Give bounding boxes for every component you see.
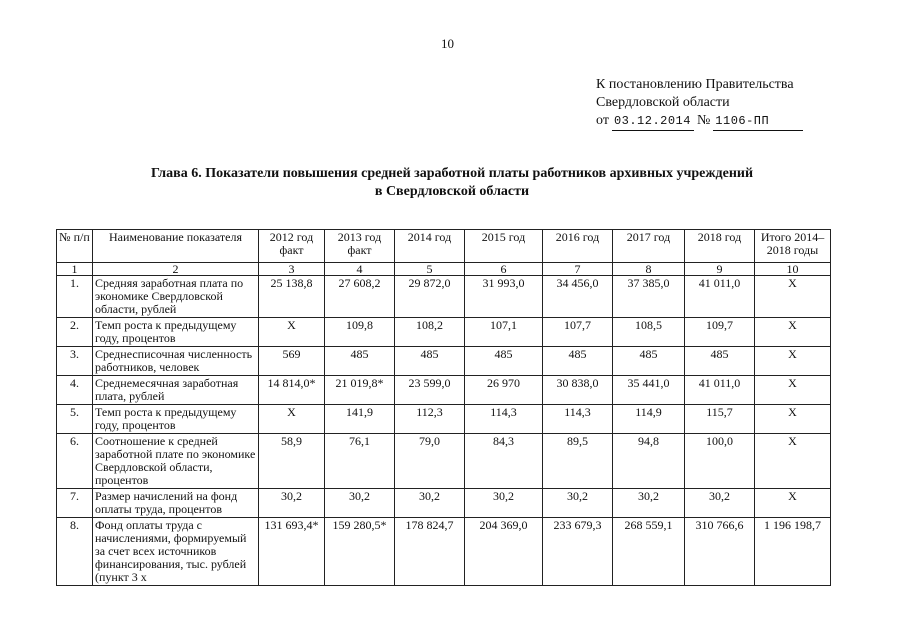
column-number-cell: 10 bbox=[755, 263, 831, 276]
header-cell: № п/п bbox=[57, 230, 93, 263]
value-cell: 485 bbox=[613, 347, 685, 376]
indicators-table bbox=[56, 229, 831, 586]
indicator-name-cell: Темп роста к предыдущему году, процентов bbox=[93, 318, 259, 347]
indicator-name-cell: Фонд оплаты труда с начислениями, формируемый за счет всех источников финансирования, тыс. рублей (пункт 3 х bbox=[93, 518, 259, 586]
table-row bbox=[57, 376, 831, 405]
value-cell: 485 bbox=[465, 347, 543, 376]
row-number-cell: 5. bbox=[57, 405, 93, 434]
value-cell: 29 872,0 bbox=[395, 276, 465, 318]
value-cell: Х bbox=[259, 405, 325, 434]
value-cell: 569 bbox=[259, 347, 325, 376]
annex-from-label: от bbox=[596, 113, 609, 128]
row-number-cell: 2. bbox=[57, 318, 93, 347]
row-number-cell: 4. bbox=[57, 376, 93, 405]
value-cell: 114,9 bbox=[613, 405, 685, 434]
value-cell: 25 138,8 bbox=[259, 276, 325, 318]
value-cell: 30,2 bbox=[465, 489, 543, 518]
header-cell: 2016 год bbox=[543, 230, 613, 263]
column-number-cell: 1 bbox=[57, 263, 93, 276]
value-cell: 27 608,2 bbox=[325, 276, 395, 318]
chapter-title-line-2: в Свердловской области bbox=[374, 184, 530, 199]
annex-block bbox=[596, 76, 806, 131]
table-row bbox=[57, 347, 831, 376]
annex-line-1: К постановлению Правительства bbox=[596, 77, 794, 92]
column-number-cell: 5 bbox=[395, 263, 465, 276]
value-cell: 37 385,0 bbox=[613, 276, 685, 318]
chapter-title bbox=[110, 165, 794, 201]
value-cell: 108,2 bbox=[395, 318, 465, 347]
table-row bbox=[57, 276, 831, 318]
header-cell: 2015 год bbox=[465, 230, 543, 263]
row-number-cell: 6. bbox=[57, 434, 93, 489]
value-cell: 107,1 bbox=[465, 318, 543, 347]
value-cell: 30,2 bbox=[259, 489, 325, 518]
value-cell: 178 824,7 bbox=[395, 518, 465, 586]
header-cell: Наименование показателя bbox=[93, 230, 259, 263]
value-cell: 485 bbox=[685, 347, 755, 376]
column-number-cell: 6 bbox=[465, 263, 543, 276]
table-row bbox=[57, 434, 831, 489]
value-cell: 41 011,0 bbox=[685, 276, 755, 318]
value-cell: 21 019,8* bbox=[325, 376, 395, 405]
value-cell: 41 011,0 bbox=[685, 376, 755, 405]
value-cell: Х bbox=[755, 405, 831, 434]
header-cell: 2014 год bbox=[395, 230, 465, 263]
value-cell: 233 679,3 bbox=[543, 518, 613, 586]
indicator-name-cell: Среднемесячная заработная плата, рублей bbox=[93, 376, 259, 405]
value-cell: 23 599,0 bbox=[395, 376, 465, 405]
table-row bbox=[57, 318, 831, 347]
column-number-cell: 8 bbox=[613, 263, 685, 276]
value-cell: 14 814,0* bbox=[259, 376, 325, 405]
row-number-cell: 1. bbox=[57, 276, 93, 318]
table-row bbox=[57, 489, 831, 518]
value-cell: 485 bbox=[395, 347, 465, 376]
value-cell: 58,9 bbox=[259, 434, 325, 489]
annex-line-3 bbox=[596, 112, 806, 131]
value-cell: 112,3 bbox=[395, 405, 465, 434]
value-cell: 84,3 bbox=[465, 434, 543, 489]
value-cell: 114,3 bbox=[543, 405, 613, 434]
value-cell: 30,2 bbox=[685, 489, 755, 518]
header-cell: 2013 год факт bbox=[325, 230, 395, 263]
value-cell: Х bbox=[755, 489, 831, 518]
value-cell: 107,7 bbox=[543, 318, 613, 347]
value-cell: 109,8 bbox=[325, 318, 395, 347]
value-cell: 79,0 bbox=[395, 434, 465, 489]
value-cell: 310 766,6 bbox=[685, 518, 755, 586]
value-cell: Х bbox=[755, 318, 831, 347]
value-cell: Х bbox=[755, 276, 831, 318]
value-cell: 34 456,0 bbox=[543, 276, 613, 318]
row-number-cell: 7. bbox=[57, 489, 93, 518]
row-number-cell: 3. bbox=[57, 347, 93, 376]
indicator-name-cell: Средняя заработная плата по экономике Свердловской области, рублей bbox=[93, 276, 259, 318]
column-number-cell: 3 bbox=[259, 263, 325, 276]
value-cell: 89,5 bbox=[543, 434, 613, 489]
annex-date: 03.12.2014 bbox=[612, 112, 694, 131]
value-cell: 108,5 bbox=[613, 318, 685, 347]
value-cell: 485 bbox=[325, 347, 395, 376]
column-number-cell: 4 bbox=[325, 263, 395, 276]
value-cell: 159 280,5* bbox=[325, 518, 395, 586]
annex-number: 1106-ПП bbox=[713, 112, 803, 131]
value-cell: 31 993,0 bbox=[465, 276, 543, 318]
header-cell: 2012 год факт bbox=[259, 230, 325, 263]
value-cell: 485 bbox=[543, 347, 613, 376]
chapter-title-line-1: Глава 6. Показатели повышения средней заработной платы работников архивных учреждений bbox=[150, 166, 754, 181]
value-cell: Х bbox=[755, 376, 831, 405]
annex-number-label: № bbox=[696, 113, 711, 128]
value-cell: Х bbox=[259, 318, 325, 347]
value-cell: Х bbox=[755, 347, 831, 376]
column-number-cell: 9 bbox=[685, 263, 755, 276]
header-cell: Итого 2014–2018 годы bbox=[755, 230, 831, 263]
indicator-name-cell: Темп роста к предыдущему году, процентов bbox=[93, 405, 259, 434]
value-cell: 114,3 bbox=[465, 405, 543, 434]
value-cell: 30,2 bbox=[395, 489, 465, 518]
column-number-cell: 2 bbox=[93, 263, 259, 276]
value-cell: 115,7 bbox=[685, 405, 755, 434]
page-number: 10 bbox=[441, 36, 454, 51]
value-cell: 268 559,1 bbox=[613, 518, 685, 586]
annex-line-2: Свердловской области bbox=[596, 95, 730, 110]
value-cell: 109,7 bbox=[685, 318, 755, 347]
value-cell: 30 838,0 bbox=[543, 376, 613, 405]
value-cell: 100,0 bbox=[685, 434, 755, 489]
value-cell: 141,9 bbox=[325, 405, 395, 434]
indicator-name-cell: Размер начислений на фонд оплаты труда, процентов bbox=[93, 489, 259, 518]
value-cell: 30,2 bbox=[613, 489, 685, 518]
value-cell: 76,1 bbox=[325, 434, 395, 489]
row-number-cell: 8. bbox=[57, 518, 93, 586]
value-cell: 131 693,4* bbox=[259, 518, 325, 586]
value-cell: 30,2 bbox=[543, 489, 613, 518]
indicator-name-cell: Соотношение к средней заработной плате по экономике Свердловской области, процентов bbox=[93, 434, 259, 489]
indicator-name-cell: Среднесписочная численность работников, человек bbox=[93, 347, 259, 376]
table-row bbox=[57, 405, 831, 434]
column-number-cell: 7 bbox=[543, 263, 613, 276]
value-cell: 1 196 198,7 bbox=[755, 518, 831, 586]
value-cell: 204 369,0 bbox=[465, 518, 543, 586]
table-row bbox=[57, 518, 831, 586]
header-cell: 2017 год bbox=[613, 230, 685, 263]
table-header-row bbox=[57, 230, 831, 263]
column-number-row bbox=[57, 263, 831, 276]
value-cell: 94,8 bbox=[613, 434, 685, 489]
header-cell: 2018 год bbox=[685, 230, 755, 263]
value-cell: 35 441,0 bbox=[613, 376, 685, 405]
table-body bbox=[57, 276, 831, 586]
value-cell: 30,2 bbox=[325, 489, 395, 518]
value-cell: 26 970 bbox=[465, 376, 543, 405]
value-cell: Х bbox=[755, 434, 831, 489]
